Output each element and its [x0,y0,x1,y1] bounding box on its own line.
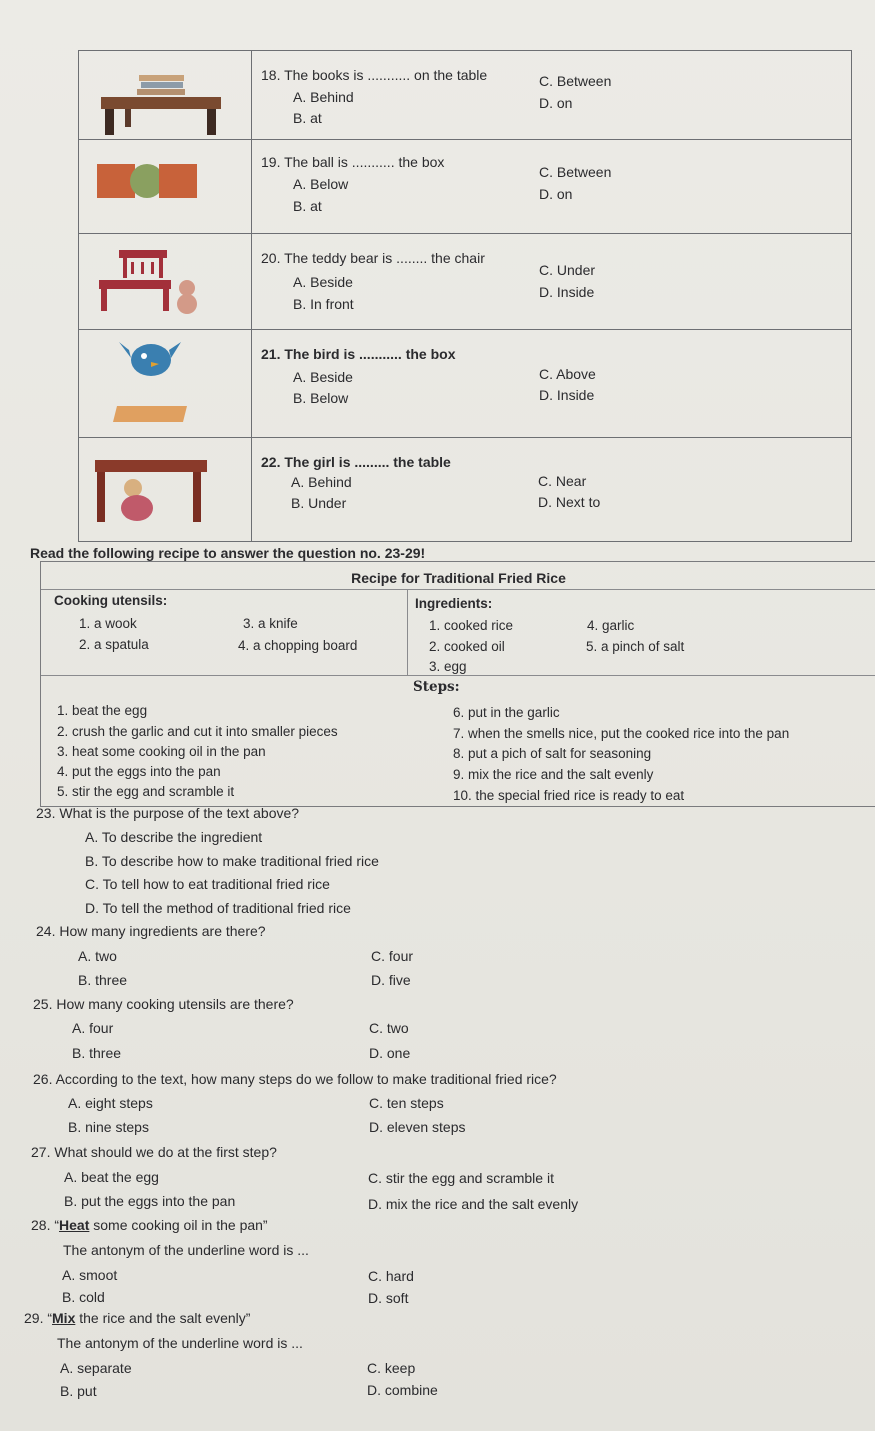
question-22-text: 22. The girl is ......... the table [261,454,451,470]
question-29-option-a[interactable]: A. separate [60,1360,132,1376]
question-24-option-b[interactable]: B. three [78,972,128,988]
question-23-option-b[interactable]: B. To describe how to make traditional fried rice [85,853,379,869]
recipe-instruction: Read the following recipe to answer the question no. 23-29! [30,545,426,561]
question-19-text: 19. The ball is ........... the box [261,154,445,170]
question-22-option-a[interactable]: A. Behind [291,474,352,490]
question-25-option-b[interactable]: B. three [72,1045,122,1061]
question-25-option-d[interactable]: D. one [369,1045,411,1061]
step-item: 7. when the smells nice, put the cooked rice into the pan [453,726,790,741]
ingredient-item: 3. egg [429,659,467,674]
step-item: 1. beat the egg [57,703,148,718]
question-27-option-c[interactable]: C. stir the egg and scramble it [368,1170,554,1186]
step-item: 4. put the eggs into the pan [57,764,221,779]
question-20-option-c[interactable]: C. Under [539,262,596,278]
recipe-title: Recipe for Traditional Fried Rice [351,570,566,586]
question-28-option-c[interactable]: C. hard [368,1268,414,1284]
girl-under-table-picture [79,438,252,542]
ball-box-picture [79,140,252,234]
question-19-option-c[interactable]: C. Between [539,164,612,180]
question-row-18 [79,51,851,139]
question-25-option-a[interactable]: A. four [72,1020,114,1036]
question-20-option-d[interactable]: D. Inside [539,284,595,300]
question-23-option-d[interactable]: D. To tell the method of traditional fried rice [85,900,351,916]
question-28-text [31,1217,268,1233]
question-23-option-c[interactable]: C. To tell how to eat traditional fried rice [85,876,330,892]
recipe-divider [41,675,875,676]
question-18-option-d[interactable]: D. on [539,95,573,111]
question-row-22 [79,437,851,542]
question-19-option-a[interactable]: A. Below [293,176,349,192]
question-24-option-c[interactable]: C. four [371,948,414,964]
question-28-option-a[interactable]: A. smoot [62,1267,118,1283]
utensil-item: 2. a spatula [79,637,149,652]
question-row-20 [79,233,851,330]
question-20-text: 20. The teddy bear is ........ the chair [261,250,485,266]
picture-question-table [78,50,852,542]
question-26-option-b[interactable]: B. nine steps [68,1119,149,1135]
question-29-prefix: 29. “ [24,1310,53,1326]
step-item: 2. crush the garlic and cut it into smaller pieces [57,724,338,739]
step-item: 3. heat some cooking oil in the pan [57,744,266,759]
utensil-item: 3. a knife [243,616,298,631]
question-29-underlined-word: Mix [52,1310,76,1326]
teddy-bear-chair-picture [79,234,252,330]
question-19-option-b[interactable]: B. at [293,198,322,214]
question-18-text: 18. The books is ........... on the table [261,67,488,83]
question-19-option-d[interactable]: D. on [539,186,573,202]
question-22-option-d[interactable]: D. Next to [538,494,601,510]
question-18-option-a[interactable]: A. Behind [293,89,354,105]
question-21-option-b[interactable]: B. Below [293,390,349,406]
utensils-label: Cooking utensils: [54,593,168,608]
recipe-divider [407,589,408,675]
question-18-option-c[interactable]: C. Between [539,73,612,89]
question-row-19 [79,139,851,234]
step-item: 5. stir the egg and scramble it [57,784,235,799]
question-28-option-d[interactable]: D. soft [368,1290,409,1306]
question-21-text: 21. The bird is ........... the box [261,346,456,362]
question-21-option-d[interactable]: D. Inside [539,387,595,403]
question-28-underlined-word: Heat [59,1217,90,1233]
question-26-option-c[interactable]: C. ten steps [369,1095,444,1111]
question-29-option-b[interactable]: B. put [60,1383,97,1399]
question-28-suffix: some cooking oil in the pan” [89,1217,268,1233]
question-29-option-d[interactable]: D. combine [367,1382,438,1398]
question-28-option-b[interactable]: B. cold [62,1289,105,1305]
ingredient-item: 4. garlic [587,618,635,633]
utensil-item: 4. a chopping board [238,638,358,653]
question-21-option-c[interactable]: C. Above [539,366,596,382]
question-21-option-a[interactable]: A. Beside [293,369,353,385]
ingredient-item: 1. cooked rice [429,618,514,633]
bird-box-picture [79,330,252,438]
step-item: 8. put a pich of salt for seasoning [453,746,652,761]
step-item: 10. the special fried rice is ready to eat [453,788,685,803]
question-26-option-d[interactable]: D. eleven steps [369,1119,466,1135]
question-27-option-b[interactable]: B. put the eggs into the pan [64,1193,236,1209]
question-22-option-b[interactable]: B. Under [291,495,347,511]
step-item: 9. mix the rice and the salt evenly [453,767,654,782]
utensil-item: 1. a wook [79,616,137,631]
ingredient-item: 5. a pinch of salt [586,639,685,654]
question-24-option-a[interactable]: A. two [78,948,117,964]
ingredient-item: 2. cooked oil [429,639,505,654]
question-24-text: 24. How many ingredients are there? [36,923,266,939]
question-26-text: 26. According to the text, how many steps do we follow to make traditional fried rice? [33,1071,557,1087]
question-26-option-a[interactable]: A. eight steps [68,1095,153,1111]
recipe-divider [41,589,875,590]
question-29-option-c[interactable]: C. keep [367,1360,416,1376]
question-29-subtext: The antonym of the underline word is ... [57,1335,303,1351]
question-29-suffix: the rice and the salt evenly” [75,1310,251,1326]
steps-label: Steps: [413,679,460,695]
books-on-table-picture [79,51,252,139]
question-23-text: 23. What is the purpose of the text above? [36,805,300,821]
question-29-text [24,1310,250,1326]
question-row-21 [79,329,851,438]
question-25-text: 25. How many cooking utensils are there? [33,996,294,1012]
question-18-option-b[interactable]: B. at [293,110,322,126]
recipe-table [40,561,875,807]
question-25-option-c[interactable]: C. two [369,1020,409,1036]
question-24-option-d[interactable]: D. five [371,972,411,988]
ingredients-label: Ingredients: [415,596,493,611]
question-28-subtext: The antonym of the underline word is ... [63,1242,309,1258]
question-27-text: 27. What should we do at the first step? [31,1144,277,1160]
step-item: 6. put in the garlic [453,705,560,720]
question-27-option-a[interactable]: A. beat the egg [64,1169,159,1185]
question-20-option-b[interactable]: B. In front [293,296,354,312]
question-20-option-a[interactable]: A. Beside [293,274,353,290]
question-22-option-c[interactable]: C. Near [538,473,587,489]
question-23-option-a[interactable]: A. To describe the ingredient [85,829,263,845]
question-28-prefix: 28. “ [31,1217,60,1233]
question-27-option-d[interactable]: D. mix the rice and the salt evenly [368,1196,579,1212]
